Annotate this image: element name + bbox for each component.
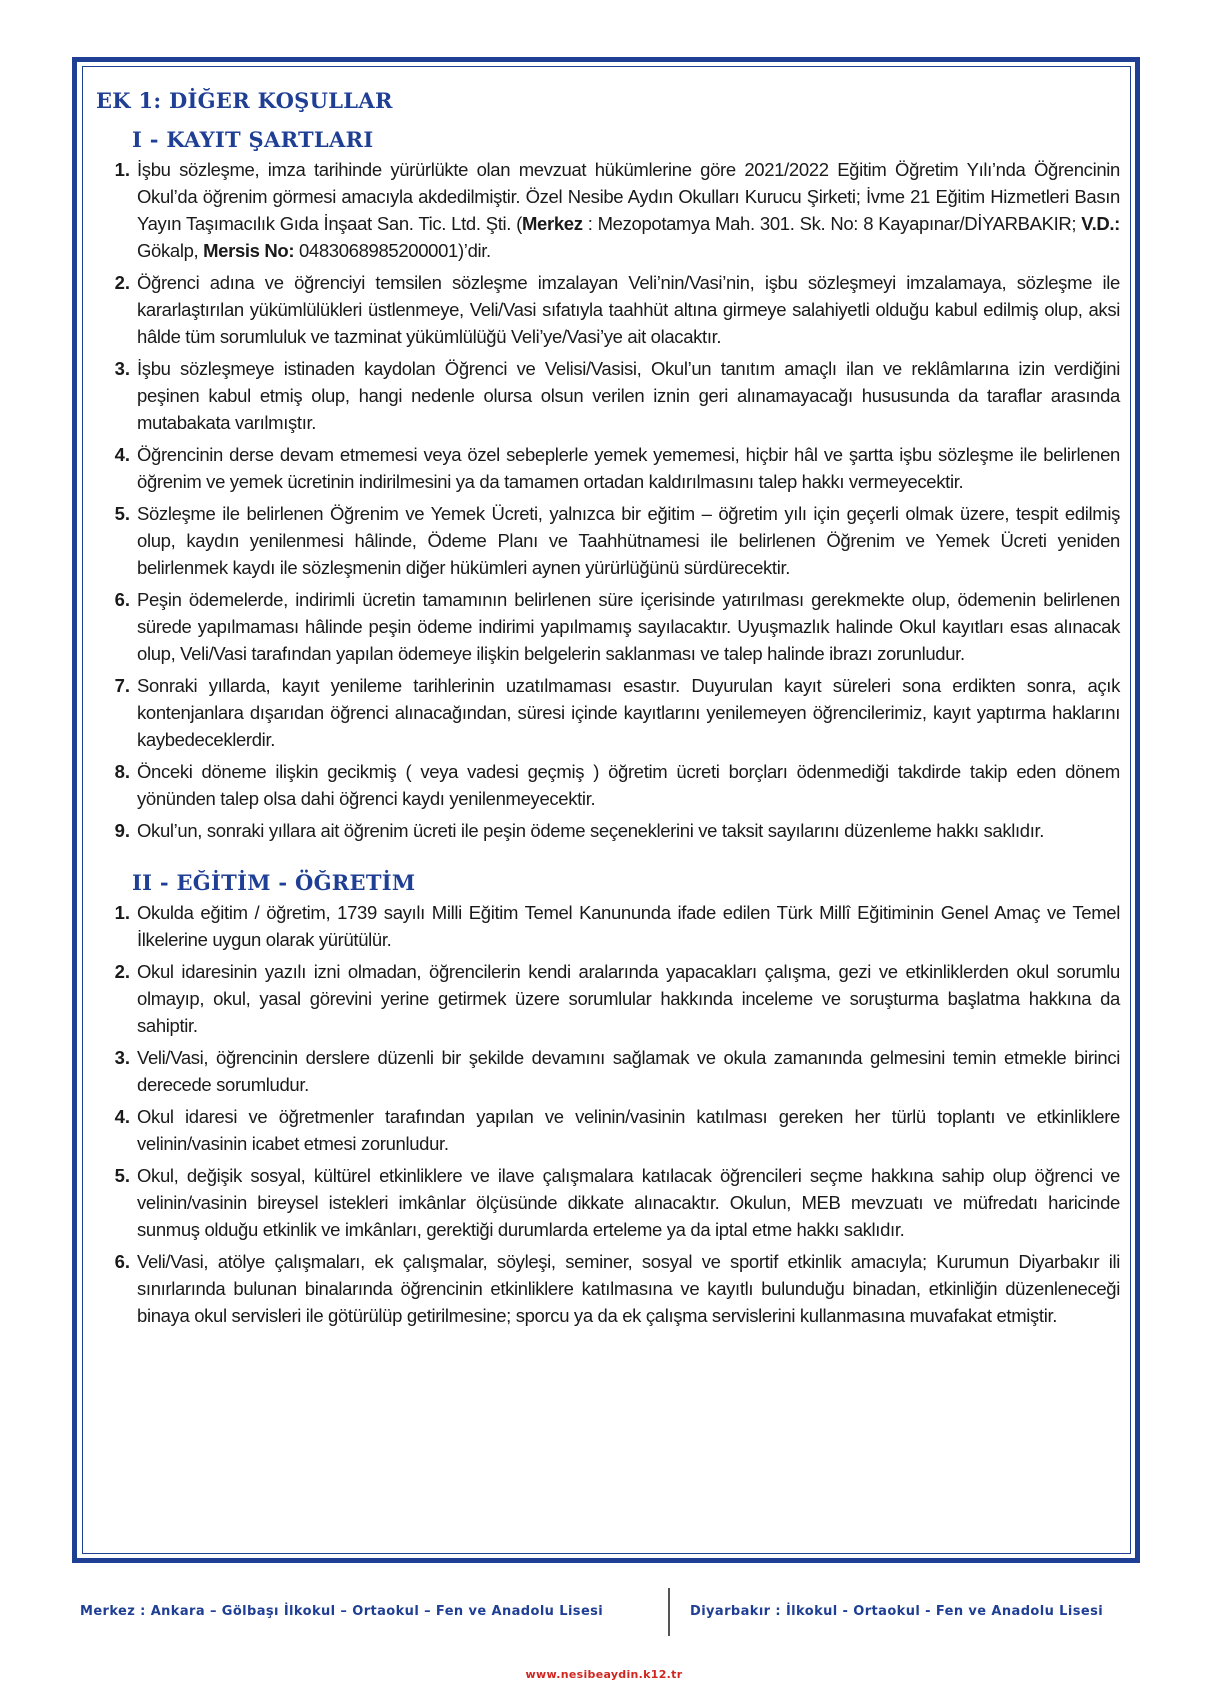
item-number: 2. xyxy=(114,272,130,293)
list-item xyxy=(96,1103,1120,1157)
item-number: 2. xyxy=(114,961,130,982)
list-item xyxy=(96,899,1120,953)
item-number: 4. xyxy=(114,1106,130,1127)
item-number: 3. xyxy=(114,1047,130,1068)
kayit-list xyxy=(96,156,1120,844)
item-number: 1. xyxy=(114,159,130,180)
item-text xyxy=(137,156,1120,264)
list-item xyxy=(96,817,1120,844)
egitim-list xyxy=(96,899,1120,1329)
item-text-part: Gökalp, xyxy=(137,240,204,261)
list-item xyxy=(96,758,1120,812)
list-item xyxy=(96,441,1120,495)
item-text: Önceki döneme ilişkin gecikmiş ( veya vadesi geçmiş ) öğretim ücreti borçları ödenmediği takdirde takip eden dönem yönünden talep olsa dahi öğrenci kaydı yenilenmeyecektir. xyxy=(137,761,1120,809)
item-number: 7. xyxy=(114,675,130,696)
list-item xyxy=(96,672,1120,753)
item-number: 8. xyxy=(114,761,130,782)
item-text: İşbu sözleşmeye istinaden kaydolan Öğrenci ve Velisi/Vasisi, Okul’un tanıtım amaçlı ilan ve reklâmlarına izin verdiğini peşinen kabul etmiş olup, hangi nedenle olursa olsun verilen iznin geri alınamayacağı hususunda da taraflar arasında mutabakata varılmıştır. xyxy=(137,358,1120,433)
list-item xyxy=(96,1248,1120,1329)
item-text: Veli/Vasi, atölye çalışmaları, ek çalışmalar, söyleşi, seminer, sosyal ve sportif etkinlik amacıyla; Kurumun Diyarbakır ili sınırlarında bulunan binalarında öğrencinin etkinliklere katılmasına ve kayıtlı bulunduğu binadan, etkinliğin düzenleneceği binaya okul servisleri ile götürülüp getirilmesine; sporcu ya da ek çalışma servislerini kullanmasına muvafakat etmiştir. xyxy=(137,1251,1120,1326)
item-text-bold: Mersis No: xyxy=(203,240,295,261)
item-text: Okulda eğitim / öğretim, 1739 sayılı Milli Eğitim Temel Kanununda ifade edilen Türk Millî Eğitiminin Genel Amaç ve Temel İlkelerine uygun olarak yürütülür. xyxy=(137,902,1120,950)
list-item xyxy=(96,1044,1120,1098)
item-number: 1. xyxy=(114,902,130,923)
item-number: 5. xyxy=(114,1165,130,1186)
item-text: Öğrencinin derse devam etmemesi veya özel sebeplerle yemek yememesi, hiçbir hâl ve şartta işbu sözleşme ile belirlenen öğrenim ve yemek ücretinin indirilmesini ya da tamamen ortadan kaldırılmasını talep hakkı vermeyecektir. xyxy=(137,444,1120,492)
footer xyxy=(0,1588,1208,1638)
item-text: Sonraki yıllarda, kayıt yenileme tarihlerinin uzatılmaması esastır. Duyurulan kayıt süreleri sona erdikten sonra, açık kontenjanlara dışarıdan öğrenci alınacağından, süresi içinde kayıtlarını yenilemeyen öğrencilerimiz, kayıt yaptırma haklarını kaybedeceklerdir. xyxy=(137,675,1120,750)
footer-campus-merkez: Merkez : Ankara – Gölbaşı İlkokul – Ortaokul – Fen ve Anadolu Lisesi xyxy=(80,1604,604,1619)
list-item xyxy=(96,500,1120,581)
item-text: Öğrenci adına ve öğrenciyi temsilen sözleşme imzalayan Veli’nin/Vasi’nin, işbu sözleşmeyi imzalamaya, sözleşme ile kararlaştırılan yükümlülükleri üstlenmeye, Veli/Vasi sıfatıyla taahhüt altına girmeye salahiyetli olduğu kabul edilmiş olup, aksi hâlde tüm sorumluluk ve tazminat yükümlülüğü Veli’ye/Vasi’ye ait olacaktır. xyxy=(137,272,1120,347)
item-text-bold: V.D.: xyxy=(1081,213,1120,234)
item-text: Okul’un, sonraki yıllara ait öğrenim ücreti ile peşin ödeme seçeneklerini ve taksit sayılarını düzenleme hakkı saklıdır. xyxy=(137,820,1045,841)
item-text-part: 0483068985200001)’dir. xyxy=(294,240,491,261)
list-item xyxy=(96,1162,1120,1243)
item-number: 6. xyxy=(114,589,130,610)
item-text: Veli/Vasi, öğrencinin derslere düzenli bir şekilde devamını sağlamak ve okula zamanında gelmesini temin etmekle birinci derecede sorumludur. xyxy=(137,1047,1120,1095)
list-item xyxy=(96,355,1120,436)
item-text-part: İşbu sözleşme, imza tarihinde yürürlükte olan mevzuat hükümlerine göre 2021/2022 Eğitim Öğretim Yılı’nda Öğrencinin Okul’da öğrenim görmesi amacıyla akdedilmiştir. Özel Nesibe Aydın Okulları Kurucu Şirketi; İvme 21 Eğitim Hizmetleri Basın Yayın Taşımacılık Gıda İnşaat San. Tic. Ltd. Şti. ( xyxy=(137,159,1120,234)
item-text: Okul, değişik sosyal, kültürel etkinliklere ve ilave çalışmalara katılacak öğrencileri seçme hakkına sahip olup öğrenci ve velinin/vasinin bireysel istekleri imkânlar ölçüsünde dikkate alınacaktır. Okulun, MEB mevzuatı ve müfredatı haricinde sunmuş olduğu etkinlik ve imkânları, gerektiği durumlarda erteleme ya da iptal etme hakkı saklıdır. xyxy=(137,1165,1120,1240)
list-item xyxy=(96,586,1120,667)
item-text: Okul idaresinin yazılı izni olmadan, öğrencilerin kendi aralarında yapacakları çalışma, gezi ve etkinliklerden okul sorumlu olmayıp, okul, yasal görevini yerine getirmek üzere sorumlular hakkında inceleme ve soruşturma başlatma hakkına da sahiptir. xyxy=(137,961,1120,1036)
item-number: 3. xyxy=(114,358,130,379)
item-number: 5. xyxy=(114,503,130,524)
item-text-bold: Merkez xyxy=(521,213,583,234)
document-title: EK 1: DİĞER KOŞULLAR xyxy=(96,88,393,113)
footer-divider xyxy=(668,1588,670,1636)
footer-campus-diyarbakir: Diyarbakır : İlkokul - Ortaokul - Fen ve Anadolu Lisesi xyxy=(690,1604,1104,1619)
document-body xyxy=(96,84,1120,1334)
item-number: 6. xyxy=(114,1251,130,1272)
website-link[interactable]: www.nesibeaydin.k12.tr xyxy=(525,1668,683,1681)
list-item xyxy=(96,958,1120,1039)
section-title-egitim: II - EĞİTİM - ÖĞRETİM xyxy=(132,870,416,895)
item-text: Okul idaresi ve öğretmenler tarafından yapılan ve velinin/vasinin katılması gereken her türlü toplantı ve etkinliklere velinin/vasinin icabet etmesi zorunludur. xyxy=(137,1106,1120,1154)
item-text-part: : Mezopotamya Mah. 301. Sk. No: 8 Kayapınar/DİYARBAKIR; xyxy=(582,213,1082,234)
item-number: 9. xyxy=(114,820,130,841)
section-title-kayit: I - KAYIT ŞARTLARI xyxy=(132,127,374,152)
item-number: 4. xyxy=(114,444,130,465)
item-text: Sözleşme ile belirlenen Öğrenim ve Yemek Ücreti, yalnızca bir eğitim – öğretim yılı için geçerli olmak üzere, tespit edilmiş olup, kaydın yenilenmesi hâlinde, Ödeme Planı ve Taahhütnamesi ile belirlenen Öğrenim ve Yemek Ücreti yeniden belirlenmek kaydı ile sözleşmenin diğer hükümleri aynen yürürlüğünü sürdürecektir. xyxy=(137,503,1120,578)
item-text: Peşin ödemelerde, indirimli ücretin tamamının belirlenen süre içerisinde yatırılması gerekmekte olup, ödemenin belirlenen sürede yapılmaması hâlinde peşin ödeme indirimi yapılmamış sayılacaktır. Uyuşmazlık halinde Okul kayıtları esas alınacak olup, Veli/Vasi tarafından yapılan ödemeye ilişkin belgelerin saklanması ve talep halinde ibrazı zorunludur. xyxy=(137,589,1120,664)
list-item xyxy=(96,269,1120,350)
list-item xyxy=(96,156,1120,264)
